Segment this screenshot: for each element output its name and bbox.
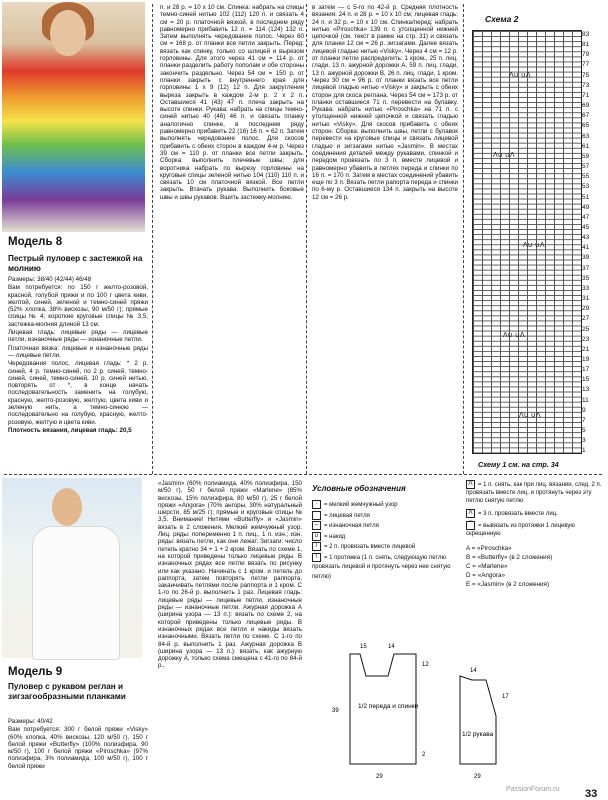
row-number: 41	[582, 244, 590, 252]
row-number: 1	[582, 447, 586, 455]
row-number: 51	[582, 193, 590, 201]
row-number: 61	[582, 142, 590, 150]
row-number: 57	[582, 163, 590, 171]
legend-item: Λ = 1 п. снять, как при лиц. вязании, след. 2 п. провязать вместе лиц. и протянуть через эту петлю снятую петлю	[466, 481, 602, 505]
model9-subtitle: Пуловер с рукавом реглан и зигзагообразными планками	[8, 682, 126, 701]
row-number: 79	[582, 51, 590, 59]
row-number: 63	[582, 132, 590, 140]
sweater-shape	[32, 526, 120, 660]
scheme2-caption: Схему 1 см. на стр. 34	[478, 460, 559, 469]
scheme2-grid	[472, 30, 582, 454]
row-number: 25	[582, 325, 590, 333]
legend-item: \ = 1 протяжка (1 п. снять, следующую петлю провязать лицевой и протянуть через нее снятую петлю)	[312, 553, 451, 580]
model8-col2	[160, 4, 304, 202]
scheme2-title: Схема 2	[485, 14, 519, 24]
dim-label: 12	[422, 662, 429, 668]
row-number: 23	[582, 335, 590, 343]
legend-left	[312, 500, 464, 582]
model9-materials: Вам потребуется: 300 г белой пряжи «Visky» (60% хлопка, 40% вискозы, 120 м/50 г), 150 г белой пряжи «Butterfly» (100% полиэфира, 90 м/50 г), 100 г белой пряжи «Piroschka» (97% полиэфира, 3% полиамида, 100 м/50 г), 100 г белой пряжи	[8, 726, 148, 770]
stitch-symbol: Λ∪ ∪Λ	[503, 332, 525, 339]
sleeve-outline	[460, 676, 496, 764]
row-number: 47	[582, 213, 590, 221]
model9-sizes: Размеры: 40/42	[8, 718, 53, 725]
legend-item: ∪ = накид	[312, 532, 464, 543]
divider-h	[4, 474, 602, 475]
row-number: 17	[582, 366, 590, 374]
stitch-symbol: Λ∪ ∪Λ	[493, 152, 515, 159]
dim-label: 14	[388, 644, 395, 650]
divider-v2	[306, 4, 307, 474]
row-number: 83	[582, 31, 590, 38]
row-number: 31	[582, 295, 590, 303]
row-number: 11	[582, 396, 589, 404]
yarn-item: E = «Jasmin» (в 2 сложения)	[466, 581, 550, 589]
row-number: 77	[582, 61, 590, 69]
front-label: 1/2 переда и спинки	[358, 703, 419, 710]
row-number: 33	[582, 284, 590, 292]
site-watermark: PassionForum.ru	[506, 786, 560, 793]
model9-col2	[158, 480, 302, 671]
row-number: 53	[582, 183, 590, 191]
dim-label: 17	[502, 694, 509, 700]
row-number: 13	[582, 386, 590, 394]
row-number: 21	[582, 345, 590, 353]
legend-item: ⌒ = вывязать из протяжки 1 лицевую скрещенную	[466, 521, 575, 538]
row-number: 69	[582, 102, 590, 110]
yarn-item: B = «Butterfly» (в 2 сложения)	[466, 554, 553, 562]
row-number: 37	[582, 264, 590, 272]
row-number: 5	[582, 427, 586, 435]
stitch-symbol: Λ∪ ∪Λ	[509, 72, 531, 79]
model8-stockinette: Лицевая гладь: лицевые ряды — лицевые петли, изнаночные ряды — изнаночные петли.	[8, 329, 148, 344]
row-number: 7	[582, 416, 586, 424]
divider-v3	[463, 4, 464, 474]
row-number: 81	[582, 41, 590, 49]
divider-v1	[152, 4, 153, 474]
model9-col1	[8, 718, 148, 771]
model9-photo	[2, 478, 142, 658]
model8-sizes: Размеры: 38/40 (42/44) 46/48	[8, 276, 92, 283]
row-number: 39	[582, 254, 590, 262]
model9-col2-text: «Jasmin» (60% полиамида, 40% полиэфира, 150 м/50 г), 50 г белой пряжи «Marlene» (85% вискозы, 15% полиэфира, 80 м/50 г), 25 г белой пряжи «Angora» (70% ангоры, 30% натуральный шерсти, 85 м/25 г); прямые и круговые спицы № 3,5. Внимание! Нитями «Butterfly» и «Jasmin» вязать в 2 сложения. Мелкий жемчужный узор. Лиц. ряды: попеременно 1 п. лиц., 1 п. изн.; изн. ряды: вязать петли, как они лежат. Зигзаги: число петель кратно 34 + 1 + 2 кром. Вязать по схеме 1, на которой приведены только лицевые ряды. В изнаночных рядах все петли вязать по рисунку или как указано. Начинать с 1 кром. и петель до раппорта, затем повторять петли раппорта, заканчивать петлями после раппорта и 1 кром. С 1-го по 26-й р. выполнить 1 раз. Лицевая гладь: лицевые ряды — лицевые петли, изнаночные ряды — изнаночные петли. Ажурная дорожка А (ширина узора — 13 п.): вязать по схеме 2, на которой приведены только лицевые ряды. В изнаночных рядах все петли и накиды вязать изнаночными. Вязать петли по схеме. С 1-го по 84-й р. выполнить 1 раз. Ажурная дорожка В (ширина узора — 13 п.): вязать, как ажурную дорожку А, только схема смещена с 41-го по 84-й р.,	[158, 480, 302, 670]
legend-item: – = изнаночная петля	[312, 521, 464, 532]
row-number: 71	[582, 91, 590, 99]
model8-garter: Платочная вязка: лицевые и изнаночные ряды — лицевые петли.	[8, 344, 148, 359]
row-number: 9	[582, 406, 586, 414]
row-number: 43	[582, 234, 590, 242]
model9-title: Модель 9	[8, 666, 63, 678]
legend-right	[466, 480, 602, 589]
row-number: 59	[582, 152, 590, 160]
row-number: 75	[582, 71, 590, 79]
row-number: 55	[582, 173, 590, 181]
scheme2-row-numbers	[582, 30, 604, 457]
face-shape	[52, 488, 82, 526]
dim-label: 29	[474, 774, 481, 780]
dim-label: 14	[470, 668, 477, 674]
legend-title: Условные обозначения	[312, 484, 406, 493]
legend-item: / = 2 п. провязать вместе лицевой	[312, 542, 464, 553]
model8-materials: Вам потребуется: по 150 г желто-розовой, красной, голубой пряжи и по 100 г цвета киви, желтой, синей, зеленой и темно-синей пряжи (52% хлопка, 38% вискозы, 90 м/50 г); прямые спицы № 4; короткие круговые спицы № 3,5; застежка-молния длиной 13 см.	[8, 284, 148, 328]
legend-item: Λ = 3 п. провязать вместе лиц.	[466, 509, 602, 518]
dim-label: 29	[376, 774, 383, 780]
row-number: 19	[582, 356, 590, 363]
page-number: 33	[585, 788, 598, 800]
row-number: 67	[582, 112, 590, 120]
face-shape	[50, 10, 86, 56]
model8-photo	[2, 2, 145, 232]
row-number: 15	[582, 376, 590, 384]
model8-title: Модель 8	[8, 236, 63, 248]
model9-header	[8, 666, 148, 701]
yarn-item: D = «Angora»	[466, 572, 506, 580]
model8-stripes: Чередования полос, лицевая гладь: * 2 р. синей, 4 р. темно-синей, по 2 р. синей, темно-синей, синей, темно-синей, 10 р. синей нитью, повторять от *, в конце начать последовательность заменить на голубую, красную, желто-розовую, желтую, цвета киви и зеленую нить, а темно-синюю — последовательно на голубую, красную, желто-розовую, желтую и цвета киви.	[8, 360, 148, 426]
model8-density: Плотность вязания, лицевая гладь: 20,5	[8, 426, 132, 434]
stitch-symbol: Λ∪ ∪Λ	[523, 242, 545, 249]
row-number: 35	[582, 274, 590, 282]
row-number: 27	[582, 315, 590, 323]
model9-col3-text: в затем — с 5-го по 42-й р. Средняя плотность вязания: 24 п. и 28 р. = 10 х 10 см; лицевая гладь: 24 п. и 32 р. = 10 х 10 см. Спинка/перед: набрать нитью «Piroschka» 139 п. с утолщенной нижней цепочкой (см. текст в рамке на стр. 31) и связать для планки 12 см = 26 р. зигзагами. Далее вязать лицевой гладью нитью «Visky». Через 4 см = 12 р. от планки петли распределить: 1 кром., 25 п. лиц. глади, 13 п. ажурной дорожки А, 59 п. лиц. глади, 13 п. ажурной дорожки В, 26 п. лиц. глади, 1 кром. Через 30 см = 96 р. от планки вязать все петли лицевой гладью нитью «Visky» и закрыть с обеих сторон для скоса реглана. Через 54 см = 173 р. от планки оставшиеся 71 п. перевести на булавку. Рукава: набрать нитью «Piroschka» на 71 п. с утолщенной нижней цепочкой и связать гладью нитью «Visky». Для скосов прибавить с обеих сторон. Сборка: выполнить швы, петли с булавок перевести на круговые спицы и связать лицевой гладью и зигзагами нитью «Jasmin». В местах соединения деталей между рукавами, спинкой и передом провязать по 3 п. вместе лицевой и равномерно убавить в петлях переда и спинки по 16 п. = 170 п. Затем в местах соединений убавить еще по 3 п. Вязать петли рапорта переда и спинки по 6-му р. Оставшиеся 134 п. закрыть на высоте 12 см = 26 р.	[312, 4, 458, 201]
model8-col2-text: п. и 28 р. = 10 х 10 см. Спинка: набрать на спицы темно-синей нитью 102 (112) 120 п. и связать 4 см = 20 р. платочной вязкой, в последнем ряду равномерно прибавить 12 п. = 114 (124) 132 п. Затем выполнять чередование полос. Через 60 см = 168 р. от планки все петли закрыть. Перед: вязать как спинку, только со шлицей и вырезом горловины. Для этого через 41 см = 114 р. от планки разделить работу пополам и обе стороны закончить раздельно. Через 54 см = 150 р. от планки закрыть с внутреннего края для горловины 1 х 9 (12) 12 п. Для закругления выреза закрыть в каждом 2-м р. 2 х 2 п. Оставшиеся 41 (43) 47 п. плеча закрыть на высоте спинки. Рукава: набрать на спицы темно-синей нитью 40 (46) 46 п. и связать планку аналогично спинке, в последнем ряду равномерно прибавить 22 (16) 16 п. = 62 п. Затем выполнять чередование полос. Для скосов прибавить с обеих сторон в каждом 4-м р. Через 39 см = 110 р. от планки все петли закрыть. Сборка: выполнить плечевые швы; для воротника набрать по вырезу горловины на круговые спицы зеленой нитью 104 (110) 110 п. и связать 10 см платочной вязкой. Все петли закрыть. Втачать рукава. Выполнить боковые швы и швы рукавов. Вшить застежку-молнию.	[160, 4, 304, 201]
row-number: 73	[582, 81, 590, 89]
dim-label: 39	[332, 708, 339, 714]
row-number: 45	[582, 223, 590, 231]
legend-item: · = мелкий жемчужный узор	[312, 500, 464, 511]
stitch-symbol: Λ∪ ∪Λ	[519, 412, 541, 419]
model8-header	[8, 236, 148, 273]
legend-item: = лицевая петля	[312, 511, 464, 522]
row-number: 29	[582, 305, 590, 313]
dim-label: 15	[360, 644, 367, 650]
model8-col1	[8, 276, 148, 435]
model8-subtitle: Пестрый пуловер с застежкой на молнию	[8, 254, 143, 273]
pattern-diagram	[310, 636, 560, 786]
sleeve-label: 1/2 рукава	[462, 731, 494, 738]
row-number: 49	[582, 203, 590, 211]
yarn-item: C = «Marlene»	[466, 563, 508, 571]
yarn-item: A = «Piroschka»	[466, 545, 512, 553]
row-number: 65	[582, 122, 590, 130]
row-number: 3	[582, 437, 586, 445]
model9-col3	[312, 4, 458, 202]
dim-label: 2	[422, 752, 426, 758]
yarn-list	[466, 544, 602, 589]
